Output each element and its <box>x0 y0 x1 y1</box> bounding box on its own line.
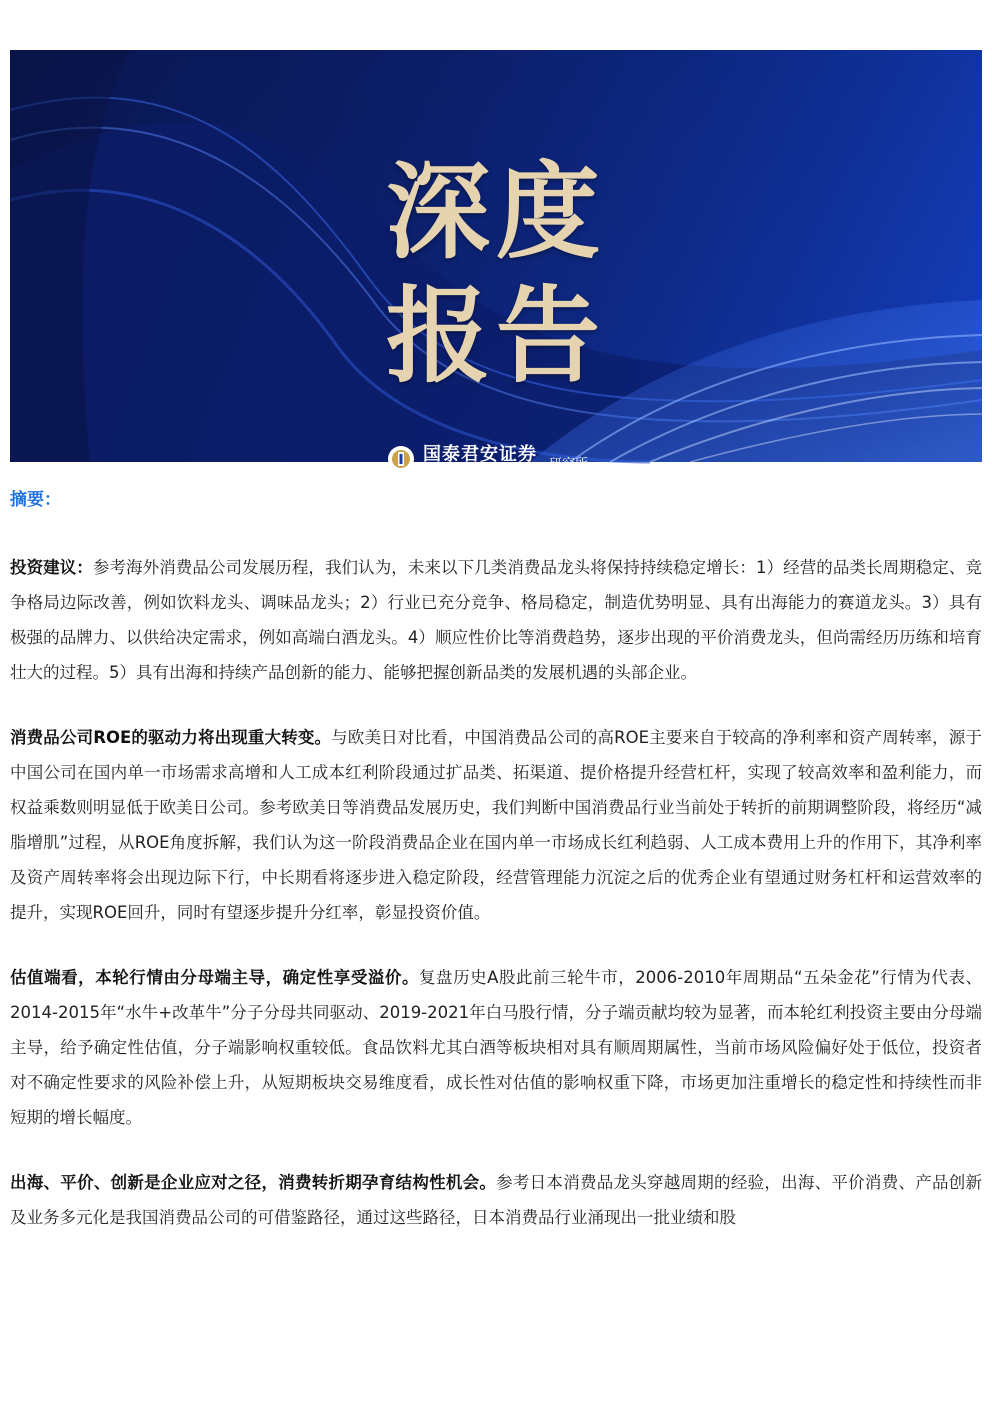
paragraph-text: 复盘历史A股此前三轮牛市，2006-2010年周期品“五朵金花”行情为代表、2014-2015年“水牛+改革牛”分子分母共同驱动、2019-2021年白马股行情，分子端贡献均较为显著，而本轮红利投资主要由分母端主导，给予确定性估值，分子端影响权重较低。食品饮料尤其白酒等板块相对具有顺周期属性，当前市场风险偏好处于低位，投资者对不确定性要求的风险补偿上升，从短期板块交易维度看，成长性对估值的影响权重下降，市场更加注重增长的稳定性和持续性而非短期的增长幅度。 <box>10 968 982 1127</box>
cover-title-line1: 深度 <box>386 150 607 273</box>
paragraph-investment-advice <box>10 550 982 690</box>
paragraph-lead: 消费品公司ROE的驱动力将出现重大转变。 <box>10 728 332 747</box>
cover-title <box>386 150 636 398</box>
paragraph-text: 与欧美日对比看，中国消费品公司的高ROE主要来自于较高的净利率和资产周转率，源于中国公司在国内单一市场需求高增和人工成本红利阶段通过扩品类、拓渠道、提价格提升经营杠杆，实现了较高效率和盈利能力，而权益乘数则明显低于欧美日公司。参考欧美日等消费品发展历史，我们判断中国消费品行业当前处于转折的前期调整阶段，将经历“减脂增肌”过程，从ROE角度拆解，我们认为这一阶段消费品企业在国内单一市场成长红利趋弱、人工成本费用上升的作用下，其净利率及资产周转率将会出现边际下行，中长期看将逐步进入稳定阶段，经营管理能力沉淀之后的优秀企业有望通过财务杠杆和运营效率的提升，实现ROE回升，同时有望逐步提升分红率，彰显投资价值。 <box>10 728 982 922</box>
paragraph-lead: 估值端看，本轮行情由分母端主导，确定性享受溢价。 <box>10 968 419 987</box>
paragraph-text: 参考日本消费品龙头穿越周期的经验，出海、平价消费、产品创新及业务多元化是我国消费品公司的可借鉴路径，通过这些路径，日本消费品行业涌现出一批业绩和股 <box>10 1173 983 1227</box>
paragraph-text: 参考海外消费品公司发展历程，我们认为，未来以下几类消费品龙头将保持持续稳定增长：1）经营的品类长周期稳定、竞争格局边际改善，例如饮料龙头、调味品龙头；2）行业已充分竞争、格局稳定，制造优势明显、具有出海能力的赛道龙头。3）具有极强的品牌力、以供给决定需求，例如高端白酒龙头。4）顺应性价比等消费趋势，逐步出现的平价消费龙头，但尚需经历历练和培育壮大的过程。5）具有出海和持续产品创新的能力、能够把握创新品类的发展机遇的头部企业。 <box>10 558 983 682</box>
brand-subtitle: GUOTAI JUNAN SECURITIES <box>423 465 530 473</box>
paragraph-lead: 出海、平价、创新是企业应对之径，消费转折期孕育结构性机会。 <box>10 1173 497 1192</box>
brand-lockup <box>387 443 588 475</box>
paragraph-roe-drivers <box>10 720 982 930</box>
cover-title-line2: 报告 <box>386 274 607 397</box>
brand-department: 研究所 <box>549 456 589 472</box>
abstract-body <box>10 550 982 1265</box>
cover-banner <box>10 50 982 473</box>
paragraph-lead: 投资建议： <box>10 558 93 577</box>
abstract-heading: 摘要： <box>10 490 61 510</box>
paragraph-structural-opportunity <box>10 1165 982 1235</box>
brand-name: 国泰君安证券 <box>423 444 537 465</box>
guotai-junan-logo-icon <box>387 445 415 473</box>
paragraph-valuation <box>10 960 982 1135</box>
